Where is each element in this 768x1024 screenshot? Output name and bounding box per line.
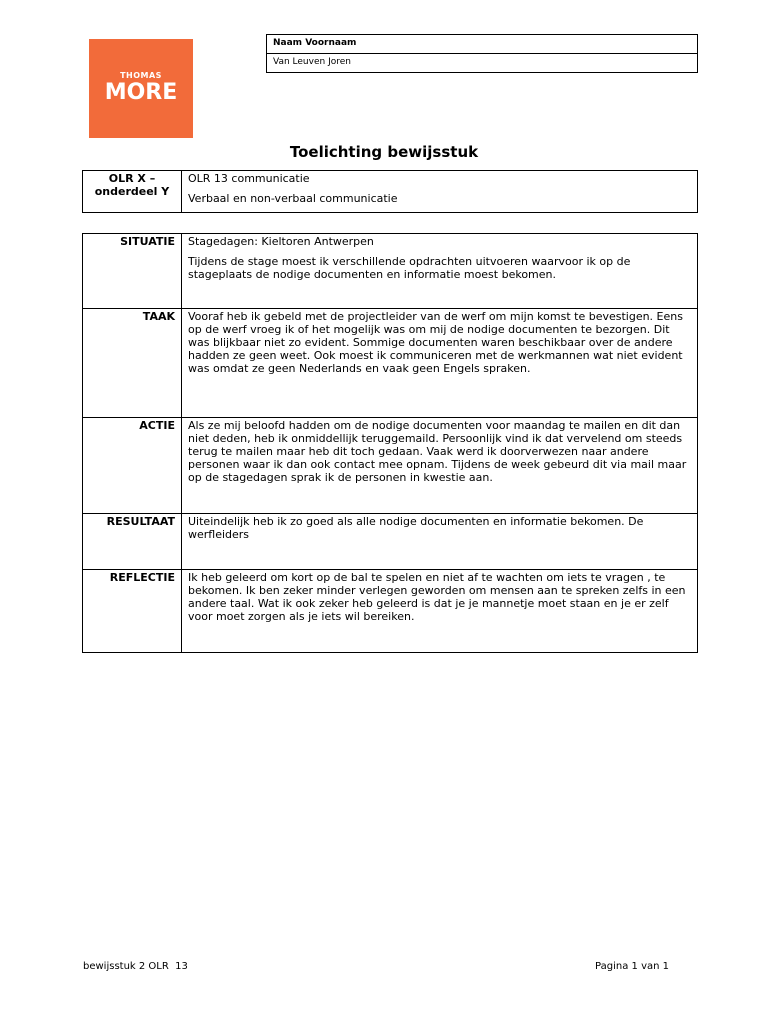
name-value: Van Leuven Joren <box>267 53 697 72</box>
reflectie-label: REFLECTIE <box>83 570 182 653</box>
situatie-text: Tijdens de stage moest ik verschillende opdrachten uitvoeren waarvoor ik op de stageplaats de nodige documenten en informatie moest bekomen. <box>188 255 631 281</box>
situatie-label: SITUATIE <box>83 234 182 309</box>
star-table <box>82 233 698 653</box>
table-row <box>83 234 698 309</box>
name-box <box>266 34 698 73</box>
thomas-more-logo <box>89 39 193 138</box>
olr-content <box>182 171 698 213</box>
taak-label: TAAK <box>83 309 182 418</box>
resultaat-label: RESULTAAT <box>83 514 182 570</box>
table-row <box>83 570 698 653</box>
olr-line-2: Verbaal en non-verbaal communicatie <box>188 192 398 205</box>
olr-line-1: OLR 13 communicatie <box>188 172 310 185</box>
olr-table <box>82 170 698 213</box>
footer-left: bewijsstuk 2 OLR 13 <box>83 961 188 972</box>
situatie-content <box>182 234 698 309</box>
taak-text: Vooraf heb ik gebeld met de projectleider van de werf om mijn komst te bevestigen. Eens op de werf vroeg ik of het mogelijk was om mij de nodige documenten te bezorgen. Dit was blijkbaar niet zo evident. Sommige documenten waren beschikbaar over de andere hadden ze geen weet. Ook moest ik communiceren met de werkmannen wat niet evident was omdat ze geen Nederlands en vaak geen Engels spraken. <box>182 309 698 418</box>
table-row <box>83 309 698 418</box>
olr-label: OLR X – onderdeel Y <box>83 171 182 213</box>
table-row <box>83 514 698 570</box>
actie-text: Als ze mij beloofd hadden om de nodige documenten voor maandag te mailen en dit dan niet deden, heb ik onmiddellijk teruggemaild. Persoonlijk vind ik dat vervelend om steeds terug te mailen maar heb dit toch gedaan. Vaak werd ik doorverwezen naar andere personen waar ik dan ook contact mee opnam. Tijdens de week gebeurd dit via mail maar op de stagedagen sprak ik de personen in kwestie aan. <box>182 418 698 514</box>
logo-line-2: MORE <box>104 80 178 105</box>
name-label: Naam Voornaam <box>273 38 357 48</box>
reflectie-text: Ik heb geleerd om kort op de bal te spelen en niet af te wachten om iets te vragen , te bekomen. Ik ben zeker minder verlegen geworden om mensen aan te spreken zelfs in een andere taal. Wat ik ook zeker heb geleerd is dat je je mannetje moet staan en je er zelf voor moet zorgen als je iets wil bereiken. <box>182 570 698 653</box>
actie-label: ACTIE <box>83 418 182 514</box>
situatie-line-1: Stagedagen: Kieltoren Antwerpen <box>188 235 374 248</box>
footer-page-number: Pagina 1 van 1 <box>595 961 669 972</box>
logo-line-1: THOMAS <box>120 71 162 80</box>
resultaat-text: Uiteindelijk heb ik zo goed als alle nodige documenten en informatie bekomen. De werfleiders <box>182 514 698 570</box>
table-row <box>83 418 698 514</box>
page-title: Toelichting bewijsstuk <box>289 143 479 161</box>
